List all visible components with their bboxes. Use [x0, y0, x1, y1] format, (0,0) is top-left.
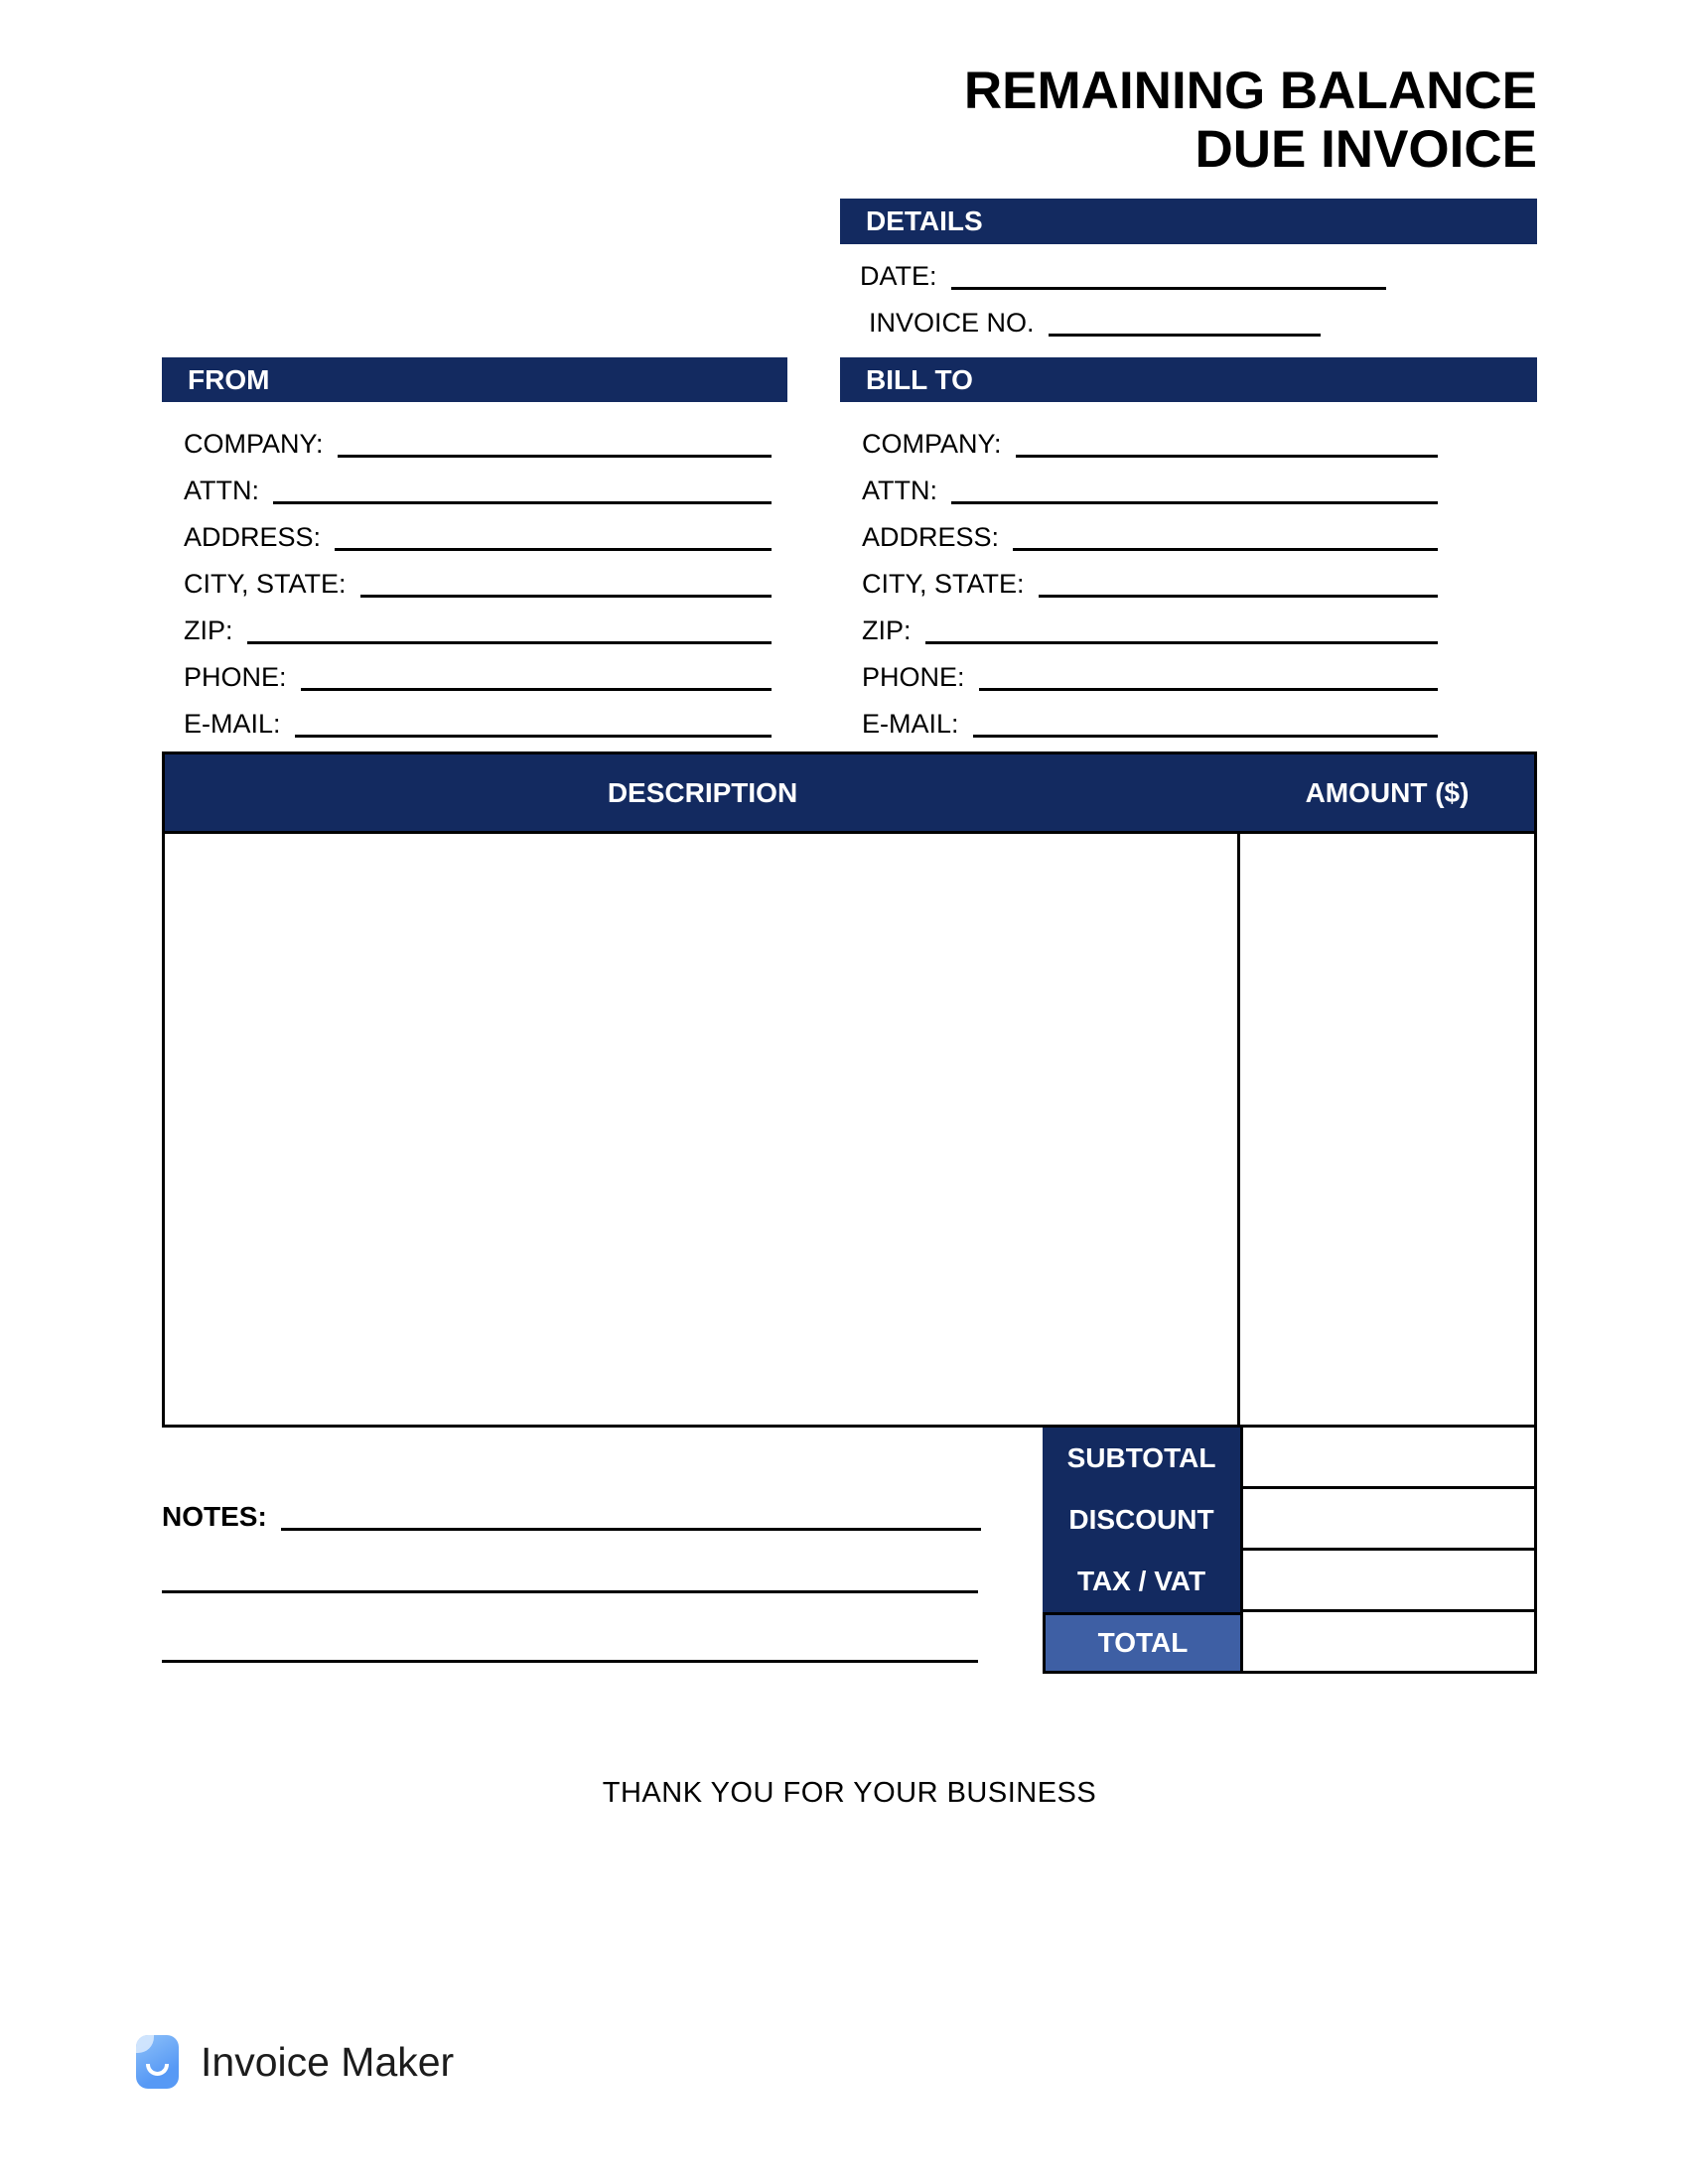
details-header-label: DETAILS: [866, 205, 983, 236]
bill-to-header-bar: [840, 357, 1537, 402]
bill-to-phone-label: PHONE:: [862, 662, 965, 692]
notes-extra-line-2[interactable]: [162, 1618, 978, 1663]
bill-to-email-field: [862, 694, 1438, 741]
discount-label: DISCOUNT: [1068, 1504, 1214, 1535]
from-phone-input-line[interactable]: [301, 658, 772, 691]
from-email-label: E-MAIL:: [184, 709, 281, 739]
from-zip-field: [184, 601, 772, 647]
summary-values-column: [1240, 1428, 1537, 1674]
from-zip-label: ZIP:: [184, 615, 233, 645]
from-city-state-field: [184, 554, 772, 601]
total-value-cell[interactable]: [1243, 1612, 1534, 1674]
tax-vat-value-cell[interactable]: [1243, 1551, 1534, 1612]
from-attn-input-line[interactable]: [273, 472, 772, 504]
notes-label: NOTES:: [162, 1501, 267, 1532]
date-label: DATE:: [860, 261, 937, 291]
bill-to-address-input-line[interactable]: [1013, 518, 1438, 551]
from-phone-label: PHONE:: [184, 662, 287, 692]
bill-to-city-state-field: [862, 554, 1438, 601]
description-column-header: DESCRIPTION: [607, 776, 798, 808]
notes-input-line[interactable]: [281, 1498, 981, 1531]
items-table-body: [165, 831, 1534, 1425]
notes-field: [162, 1489, 981, 1534]
bill-to-company-field: [862, 414, 1438, 461]
summary-labels-block: [1043, 1428, 1240, 1612]
bill-to-email-label: E-MAIL:: [862, 709, 959, 739]
tax-vat-label: TAX / VAT: [1076, 1566, 1206, 1596]
from-header-bar: [162, 357, 787, 402]
items-table: [162, 751, 1537, 1428]
bill-to-email-input-line[interactable]: [973, 705, 1438, 738]
from-email-field: [184, 694, 772, 741]
subtotal-value-cell[interactable]: [1243, 1428, 1534, 1489]
from-attn-field: [184, 461, 772, 507]
invoice-no-field: [869, 295, 1321, 340]
items-table-header: [165, 754, 1534, 831]
from-zip-input-line[interactable]: [247, 612, 772, 644]
date-input-line[interactable]: [951, 257, 1386, 290]
from-email-input-line[interactable]: [295, 705, 772, 738]
invoice-maker-logo-text: Invoice Maker: [201, 2039, 455, 2085]
bill-to-company-label: COMPANY:: [862, 429, 1002, 459]
page-title: [643, 62, 1537, 179]
amount-column-header: AMOUNT ($): [1305, 776, 1470, 808]
from-company-field: [184, 414, 772, 461]
invoice-maker-logo: [136, 2035, 454, 2089]
bill-to-zip-input-line[interactable]: [925, 612, 1438, 644]
bill-to-city-state-label: CITY, STATE:: [862, 569, 1025, 599]
bill-to-phone-input-line[interactable]: [979, 658, 1438, 691]
invoice-no-label: INVOICE NO.: [869, 308, 1035, 338]
from-company-label: COMPANY:: [184, 429, 324, 459]
notes-extra-line-1[interactable]: [162, 1549, 978, 1593]
total-label: TOTAL: [1043, 1612, 1243, 1674]
details-header-bar: [840, 199, 1537, 244]
thank-you-message: THANK YOU FOR YOUR BUSINESS: [602, 1777, 1097, 1809]
bill-to-attn-input-line[interactable]: [951, 472, 1438, 504]
bill-to-zip-label: ZIP:: [862, 615, 912, 645]
discount-value-cell[interactable]: [1243, 1489, 1534, 1551]
from-company-input-line[interactable]: [338, 425, 772, 458]
amount-input-area[interactable]: [1237, 834, 1534, 1425]
bill-to-zip-field: [862, 601, 1438, 647]
from-phone-field: [184, 647, 772, 694]
date-field: [860, 248, 1386, 293]
bill-to-fields: [862, 414, 1438, 741]
bill-to-header-label: BILL TO: [866, 363, 973, 395]
description-input-area[interactable]: [165, 834, 1237, 1425]
from-address-label: ADDRESS:: [184, 522, 322, 552]
page-title-line2: DUE INVOICE: [1195, 120, 1537, 179]
bill-to-city-state-input-line[interactable]: [1039, 565, 1438, 598]
bill-to-attn-field: [862, 461, 1438, 507]
from-city-state-input-line[interactable]: [360, 565, 772, 598]
from-header-label: FROM: [188, 363, 270, 395]
bill-to-company-input-line[interactable]: [1016, 425, 1438, 458]
invoice-no-input-line[interactable]: [1049, 304, 1321, 337]
smile-icon: [146, 2064, 169, 2076]
bill-to-phone-field: [862, 647, 1438, 694]
subtotal-label: SUBTOTAL: [1066, 1442, 1216, 1473]
bill-to-address-label: ADDRESS:: [862, 522, 1000, 552]
page-fold-icon: [136, 2035, 154, 2053]
page-title-line1: REMAINING BALANCE: [963, 62, 1537, 120]
bill-to-attn-label: ATTN:: [862, 476, 937, 505]
from-address-field: [184, 507, 772, 554]
invoice-maker-icon: [136, 2035, 179, 2089]
bill-to-address-field: [862, 507, 1438, 554]
from-address-input-line[interactable]: [335, 518, 772, 551]
from-fields: [184, 414, 772, 741]
from-city-state-label: CITY, STATE:: [184, 569, 347, 599]
from-attn-label: ATTN:: [184, 476, 259, 505]
